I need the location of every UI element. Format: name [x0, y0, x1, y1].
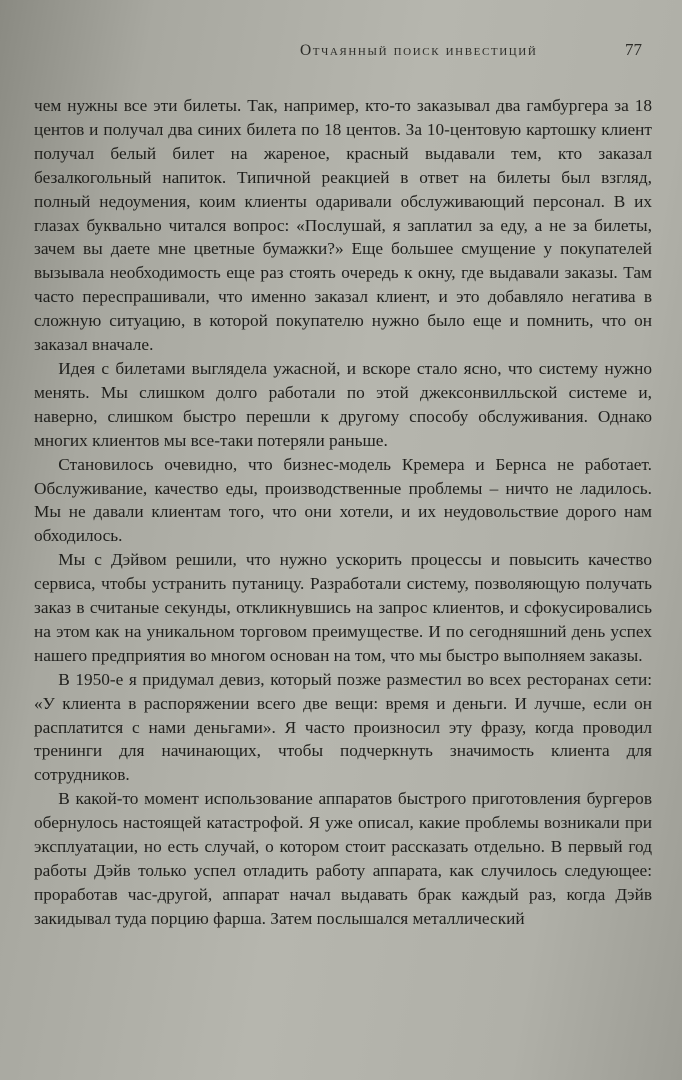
paragraph: В какой-то момент использование аппаратов быстрого приготовления бургеров обернулось настоящей катастрофой. Я уже описал, какие проблемы возникали при эксплуатации, но есть случай, о котором стоит рассказать отдельно. В первый год работы Дэйв только успел отладить работу аппарата, как случилось следующее: проработав час-другой, аппарат начал выдавать брак каждый раз, когда Дэйв закидывал туда порцию фарша. Затем послышался металлический	[34, 789, 652, 928]
paragraph: Мы с Дэйвом решили, что нужно ускорить процессы и повысить качество сервиса, чтобы устранить путаницу. Разработали систему, позволяющую получать заказ в считаные секунды, откликнувшись на запрос клиентов, и сфокусировались на этом как на уникальном торговом преимуществе. И по сегодняшний день успех нашего предприятия во многом основан на том, что мы быстро выполняем заказы.	[34, 550, 652, 665]
paragraph-continued: чем нужны все эти билеты. Так, например, кто-то заказывал два гамбургера за 18 центов и получал два синих билета по 18 центов. За 10-центовую картошку клиент получал белый билет на жареное, красный выдавали тем, кто заказал безалкогольный напиток. Типичной реакцией в ответ на билеты был взгляд, полный недоумения, коим клиенты одаривали обслуживающий персонал. В их глазах буквально читался вопрос: «Послушай, я заплатил за еду, а не за билеты, зачем вы даете мне цветные бумажки?» Еще большее смущение у покупателей вызывала необходимость еще раз стоять очередь к окну, где выдавали заказы. Там часто переспрашивали, что именно заказал клиент, и это добавляло негатива в сложную ситуацию, в которой покупателю нужно было еще и помнить, что он заказал вначале.	[34, 96, 652, 355]
body-text	[34, 94, 652, 931]
page-number: 77	[625, 40, 642, 59]
running-title: Отчаянный поиск инвестиций	[300, 42, 538, 59]
paragraph: Становилось очевидно, что бизнес-модель Кремера и Бернса не работает. Обслуживание, качество еды, производственные проблемы – ничто не ладилось. Мы не давали клиентам того, что они хотели, и их неудовольствие дорого нам обходилось.	[34, 454, 652, 546]
paragraph: Идея с билетами выглядела ужасной, и вскоре стало ясно, что систему нужно менять. Мы слишком долго работали по этой джексонвилльской системе и, наверно, слишком быстро перешли к другому способу обслуживания. Однако многих клиентов мы все-таки потеряли раньше.	[34, 358, 652, 450]
paragraph: В 1950-е я придумал девиз, который позже разместил во всех ресторанах сети: «У клиента в распоряжении всего две вещи: время и деньги. И лучше, если он расплатится с нами деньгами». Я часто произносил эту фразу, когда проводил тренинги для начинающих, чтобы подчеркнуть значимость клиента для сотрудников.	[34, 669, 652, 785]
running-head	[300, 40, 642, 62]
